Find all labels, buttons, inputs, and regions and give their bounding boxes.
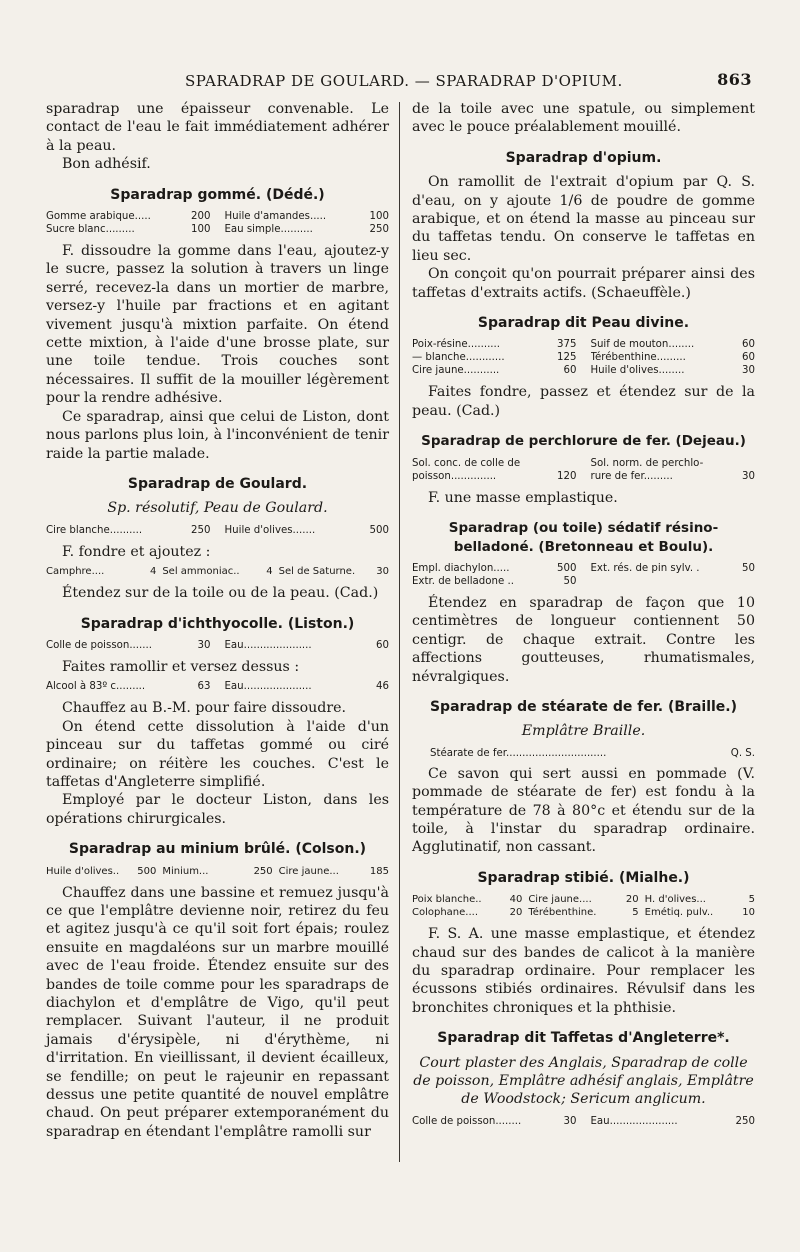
paragraph: Bon adhésif.: [62, 156, 151, 173]
ingredient-name: rure de fer.........: [590, 470, 673, 482]
page-number: 863: [717, 70, 752, 89]
formula-ingredient: [225, 223, 390, 236]
formula-table: [412, 338, 755, 377]
column-divider: [399, 102, 400, 1162]
ingredient-name: Ext. rés. de pin sylv. .: [590, 562, 700, 574]
formula-ingredient: [412, 351, 577, 364]
section-heading: Sparadrap stibié. (Mialhe.): [477, 869, 690, 886]
paragraph: Chauffez au B.-M. pour faire dissoudre.: [62, 700, 347, 717]
ingredient-quantity: 250: [735, 1115, 755, 1127]
ingredient-name: Eau simple..........: [224, 224, 313, 236]
paragraph: On conçoit qu'on pourrait préparer ainsi des taffetas d'extraits actifs. (Schaeuffèle.): [412, 266, 755, 301]
ingredient-quantity: Q. S.: [730, 747, 755, 759]
ingredient-name: Gomme arabique.....: [46, 211, 151, 223]
ingredient-name: Sel de Saturne.: [278, 566, 356, 578]
section-subtitle: Emplâtre Braille.: [521, 723, 646, 740]
formula-ingredient: [162, 865, 272, 878]
paragraph: Faites ramollir et versez dessus :: [62, 658, 300, 675]
formula-ingredient: [645, 893, 755, 906]
section-subtitle: Sp. résolutif, Peau de Goulard.: [107, 500, 328, 517]
ingredient-quantity: 30: [742, 470, 755, 482]
ingredient-name: — blanche............: [412, 352, 505, 364]
section-heading: Sparadrap de stéarate de fer. (Braille.): [429, 698, 738, 715]
formula-ingredient: [162, 565, 272, 578]
ingredient-quantity: [753, 575, 755, 588]
ingredient-name: Cire jaune....: [528, 894, 592, 906]
ingredient-quantity: 10: [742, 907, 755, 919]
formula-ingredient: [412, 1115, 577, 1128]
ingredient-name: Sol. conc. de colle de: [412, 457, 521, 469]
ingredient-name: Extr. de belladone ..: [412, 575, 514, 587]
ingredient-name: Térébenthine.........: [590, 352, 686, 364]
paragraph: Chauffez dans une bassine et remuez jusqu'à ce que l'emplâtre devienne noir, retirez du feu et agitez jusqu'à ce qu'il soit fort épais; roulez ensuite en magdaléons sur un marbre mouillé avec de l'eau froide. Étendez ensuite sur des bandes de toile comme pour les sparadraps de diachylon et d'emplâtre de Vigo, qu'il peut remplacer. Suivant l'auteur, il ne produit jamais d'érysipèle, ni d'érythème, ni d'irritation. En vieillissant, il devient écailleux, se fendille; on peut le rajeunir en repassant dessus une petite quantité de nouvel emplâtre chaud. On peut préparer extemporanément du sparadrap en étendant l'emplâtre ramolli sur: [46, 884, 389, 1140]
ingredient-name: Alcool à 83º c.........: [46, 681, 146, 693]
ingredient-quantity: [575, 457, 577, 470]
ingredient-quantity: 60: [742, 352, 755, 364]
formula-ingredient: [46, 680, 211, 693]
ingredient-quantity: 4: [149, 566, 157, 578]
ingredient-quantity: 20: [509, 907, 523, 919]
ingredient-name: Térébenthine.: [528, 907, 597, 919]
ingredient-quantity: 100: [369, 211, 389, 223]
ingredient-name: Suif de mouton........: [590, 339, 695, 351]
paragraph: F. S. A. une masse emplastique, et étendez chaud sur des bandes de calicot à la manière du sparadrap ordinaire. Pour remplacer les écussons stibiés ordinaires. Révulsif dans les bronchites chroniques et la phthisie.: [412, 926, 755, 1016]
paragraph: Employé par le docteur Liston, dans les opérations chirurgicales.: [46, 792, 389, 827]
formula-ingredient: [412, 562, 577, 575]
ingredient-quantity: 250: [253, 865, 273, 877]
formula-ingredient: [225, 210, 390, 223]
ingredient-quantity: 60: [563, 365, 577, 377]
ingredient-name: Empl. diachylon.....: [412, 562, 510, 574]
ingredient-name: Colle de poisson.......: [46, 639, 152, 651]
ingredient-name: Emétiq. pulv..: [644, 907, 714, 919]
ingredient-quantity: 50: [563, 575, 577, 587]
ingredient-quantity: 120: [557, 470, 577, 482]
section-heading: Sparadrap d'opium.: [505, 149, 662, 166]
section-heading: Sparadrap dit Taffetas d'Angleterre*.: [437, 1030, 730, 1047]
section-heading: Sparadrap de Goulard.: [127, 475, 308, 492]
ingredient-name: [591, 575, 754, 588]
ingredient-name: Sol. norm. de perchlo-: [590, 457, 704, 469]
ingredient-quantity: 63: [197, 681, 211, 693]
formula-ingredient: [528, 906, 638, 919]
paragraph: F. une masse emplastique.: [428, 489, 618, 506]
formula-table: [412, 457, 755, 483]
ingredient-quantity: 185: [369, 865, 389, 877]
ingredient-quantity: 40: [509, 894, 523, 906]
formula-table: [46, 639, 389, 652]
ingredient-name: poisson..............: [412, 470, 497, 482]
formula-ingredient: [591, 470, 756, 483]
ingredient-quantity: 125: [557, 352, 577, 364]
section-heading: Sparadrap gommé. (Dédé.): [110, 186, 325, 203]
formula-ingredient: [46, 865, 156, 878]
ingredient-name: Eau.....................: [590, 1115, 678, 1127]
ingredient-name: Cire blanche..........: [46, 524, 143, 536]
formula-ingredient: [225, 639, 390, 652]
section-heading: Sparadrap de perchlorure de fer. (Dejeau.): [421, 433, 746, 450]
paragraph: On étend cette dissolution à l'aide d'un pinceau sur du taffetas gommé ou ciré ordinaire; on réitère les couches. C'est le taffetas d'Angleterre simplifié.: [46, 718, 389, 790]
formula-ingredient: [645, 906, 755, 919]
ingredient-quantity: 4: [266, 566, 273, 578]
ingredient-quantity: 250: [191, 524, 211, 536]
ingredient-quantity: [753, 457, 755, 470]
ingredient-quantity: 60: [376, 639, 389, 651]
formula-ingredient: [46, 223, 211, 236]
formula-ingredient: [591, 338, 756, 351]
formula-ingredient: [528, 893, 638, 906]
ingredient-name: Huile d'amandes.....: [224, 211, 327, 223]
formula-table: [46, 210, 389, 236]
ingredient-quantity: 100: [191, 224, 211, 236]
paragraph: Ce sparadrap, ainsi que celui de Liston, dont nous parlons plus loin, à l'inconvénient de tenir raide la partie malade.: [46, 408, 389, 462]
formula-ingredient: [46, 565, 156, 578]
paragraph: Étendez sur de la toile ou de la peau. (Cad.): [62, 585, 379, 602]
ingredient-name: Colle de poisson........: [412, 1115, 522, 1127]
paragraph: Ce savon qui sert aussi en pommade (V. pommade de stéarate de fer) est fondu à la température de 78 à 80°c et étendu sur de la toile, à l'instar du sparadrap ordinaire. Agglutinatif, non cassant.: [412, 765, 755, 856]
section-heading: Sparadrap au minium brûlé. (Colson.): [68, 841, 367, 858]
page-header: [40, 70, 760, 94]
ingredient-name: Sel ammoniac..: [162, 566, 240, 578]
formula-ingredient: [412, 575, 577, 588]
left-column: [46, 100, 389, 1152]
ingredient-name: Cire jaune...........: [412, 365, 500, 377]
formula-ingredient: [412, 338, 577, 351]
ingredient-quantity: 500: [369, 524, 389, 536]
ingredient-name: Huile d'olives..: [46, 865, 120, 877]
ingredient-quantity: 500: [557, 562, 577, 574]
section-heading: Sparadrap dit Peau divine.: [477, 315, 690, 332]
formula-ingredient: [225, 524, 390, 537]
formula-ingredient: [591, 364, 756, 377]
ingredient-quantity: 50: [742, 562, 755, 574]
ingredient-quantity: 200: [191, 211, 211, 223]
formula-table: [46, 524, 389, 537]
right-column: [412, 100, 755, 1152]
section-heading: Sparadrap d'ichthyocolle. (Liston.): [80, 615, 355, 632]
formula-ingredient: [591, 562, 756, 575]
formula-ingredient: [46, 524, 211, 537]
ingredient-quantity: 30: [376, 566, 389, 578]
formula-ingredient: [430, 747, 755, 760]
ingredient-name: H. d'olives...: [644, 894, 706, 906]
section-subtitle: Court plaster des Anglais, Sparadrap de colle de poisson, Emplâtre adhésif anglais, Emplâtre de Woodstock; Sericum anglicum.: [413, 1054, 754, 1108]
formula-ingredient: [412, 906, 522, 919]
formula-ingredient: [279, 865, 389, 878]
formula-ingredient: [279, 565, 389, 578]
section-heading: Sparadrap (ou toile) sédatif résino-belladoné. (Bretonneau et Boulu).: [448, 520, 719, 555]
ingredient-name: Poix blanche..: [412, 894, 482, 906]
formula-table: [412, 1115, 755, 1128]
paragraph: F. fondre et ajoutez :: [62, 543, 211, 560]
formula-table: [46, 565, 389, 578]
formula-ingredient: [591, 1115, 756, 1128]
formula-ingredient: [412, 893, 522, 906]
formula-table: [46, 680, 389, 693]
ingredient-name: Stéarate de fer...............................: [430, 747, 607, 759]
ingredient-name: Camphre....: [46, 566, 105, 578]
formula-ingredient: [412, 470, 577, 483]
ingredient-name: Minium...: [162, 865, 209, 877]
formula-ingredient: [591, 457, 756, 470]
ingredient-name: Huile d'olives.......: [224, 524, 316, 536]
ingredient-name: Eau.....................: [224, 639, 312, 651]
paragraph: sparadrap une épaisseur convenable. Le contact de l'eau le fait immédiatement adhérer à la peau.: [46, 101, 389, 154]
formula-ingredient: [412, 457, 577, 470]
ingredient-quantity: 250: [369, 224, 389, 236]
formula-ingredient: [46, 210, 211, 223]
ingredient-quantity: 5: [748, 894, 755, 906]
formula-table: [46, 865, 389, 878]
formula-ingredient: [591, 351, 756, 364]
paragraph: On ramollit de l'extrait d'opium par Q. S. d'eau, on y ajoute 1/6 de poudre de gomme arabique, et on étend la masse au pinceau sur du taffetas tendu. On conserve le taffetas en lieu sec.: [412, 174, 755, 264]
formula-ingredient: [225, 680, 390, 693]
ingredient-quantity: 46: [376, 681, 389, 693]
ingredient-name: Colophane....: [412, 907, 479, 919]
paragraph: F. dissoudre la gomme dans l'eau, ajoutez-y le sucre, passez la solution à travers un linge serré, recevez-la dans un mortier de marbre, versez-y l'huile par fractions et en agitant vivement jusqu'à mixtion parfaite. On étend cette mixtion, à l'aide d'une brosse plate, sur une toile tendue. Trois couches sont nécessaires. Il suffit de la mouiller légèrement pour la rendre adhésive.: [46, 243, 389, 407]
ingredient-quantity: 30: [742, 365, 755, 377]
ingredient-name: Poix-résine..........: [412, 339, 501, 351]
paragraph: Faites fondre, passez et étendez sur de la peau. (Cad.): [412, 384, 755, 419]
ingredient-name: Huile d'olives........: [590, 365, 685, 377]
ingredient-quantity: 30: [197, 639, 211, 651]
ingredient-name: Sucre blanc.........: [46, 224, 135, 236]
paragraph: Étendez en sparadrap de façon que 10 centimètres de longueur contiennent 50 centigr. de chaque extrait. Contre les affections goutteuses, rhumatismales, névralgiques.: [412, 594, 755, 685]
ingredient-quantity: 500: [137, 865, 157, 877]
running-title: SPARADRAP DE GOULARD. — SPARADRAP D'OPIUM.: [185, 72, 623, 90]
formula-table: [430, 747, 755, 760]
formula-ingredient: [412, 364, 577, 377]
ingredient-quantity: 375: [557, 339, 577, 351]
ingredient-quantity: 30: [563, 1115, 577, 1127]
ingredient-name: Eau.....................: [224, 681, 312, 693]
ingredient-name: Cire jaune...: [278, 865, 339, 877]
formula-ingredient: [46, 639, 211, 652]
paragraph: de la toile avec une spatule, ou simplement avec le pouce préalablement mouillé.: [412, 101, 755, 136]
formula-ingredient: [591, 575, 756, 588]
ingredient-quantity: 60: [742, 339, 755, 351]
formula-table: [412, 562, 755, 588]
formula-table: [412, 893, 755, 919]
ingredient-quantity: 20: [625, 894, 639, 906]
ingredient-quantity: 5: [632, 907, 639, 919]
